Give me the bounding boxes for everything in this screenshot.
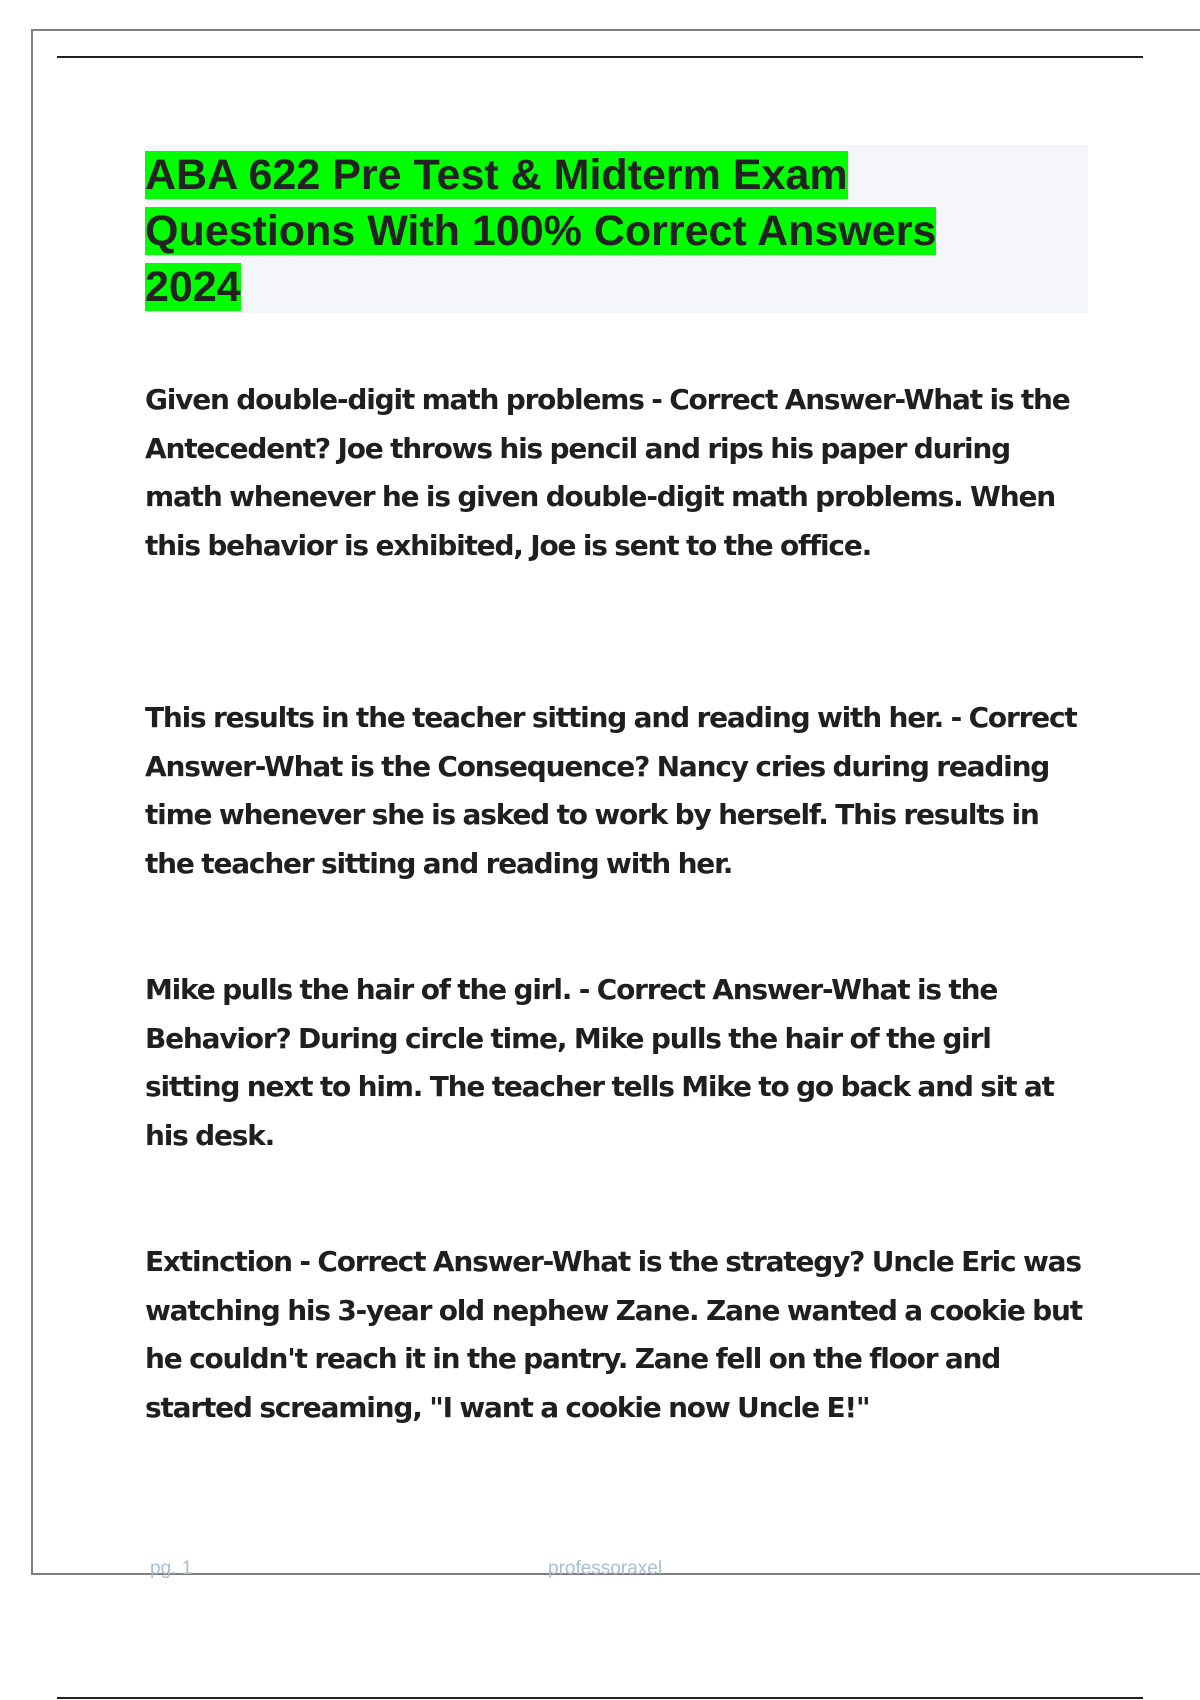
header-rule — [57, 56, 1143, 58]
footer-page-number: pg. 1 — [150, 1558, 193, 1579]
footer-rule — [57, 1697, 1143, 1699]
document-title — [145, 145, 1088, 315]
qa-entry-behavior: Mike pulls the hair of the girl. - Correct Answer-What is the Behavior? During circle time, Mike pulls the hair of the girl sitting next to him. The teacher tells Mike to go back and sit at his desk. — [145, 973, 1054, 1152]
title-line-3: 2024 — [145, 263, 241, 311]
title-line-1: ABA 622 Pre Test & Midterm Exam — [145, 151, 848, 199]
footer-author: professoraxel — [548, 1558, 663, 1579]
title-line-2: Questions With 100% Correct Answers — [145, 207, 937, 255]
qa-entry-strategy: Extinction - Correct Answer-What is the strategy? Uncle Eric was watching his 3-year old nephew Zane. Zane wanted a cookie but he couldn't reach it in the pantry. Zane fell on the floor and started screaming, "I want a cookie now Uncle E!" — [145, 1245, 1082, 1424]
qa-entry-consequence: This results in the teacher sitting and reading with her. - Correct Answer-What is the Consequence? Nancy cries during reading time whenever she is asked to work by herself. This results in the teacher sitting and reading with her. — [145, 701, 1077, 880]
qa-entry-antecedent: Given double-digit math problems - Correct Answer-What is the Antecedent? Joe throws his pencil and rips his paper during math whenever he is given double-digit math problems. When this behavior is exhibited, Joe is sent to the office. — [145, 383, 1070, 562]
title-block — [145, 145, 1088, 313]
